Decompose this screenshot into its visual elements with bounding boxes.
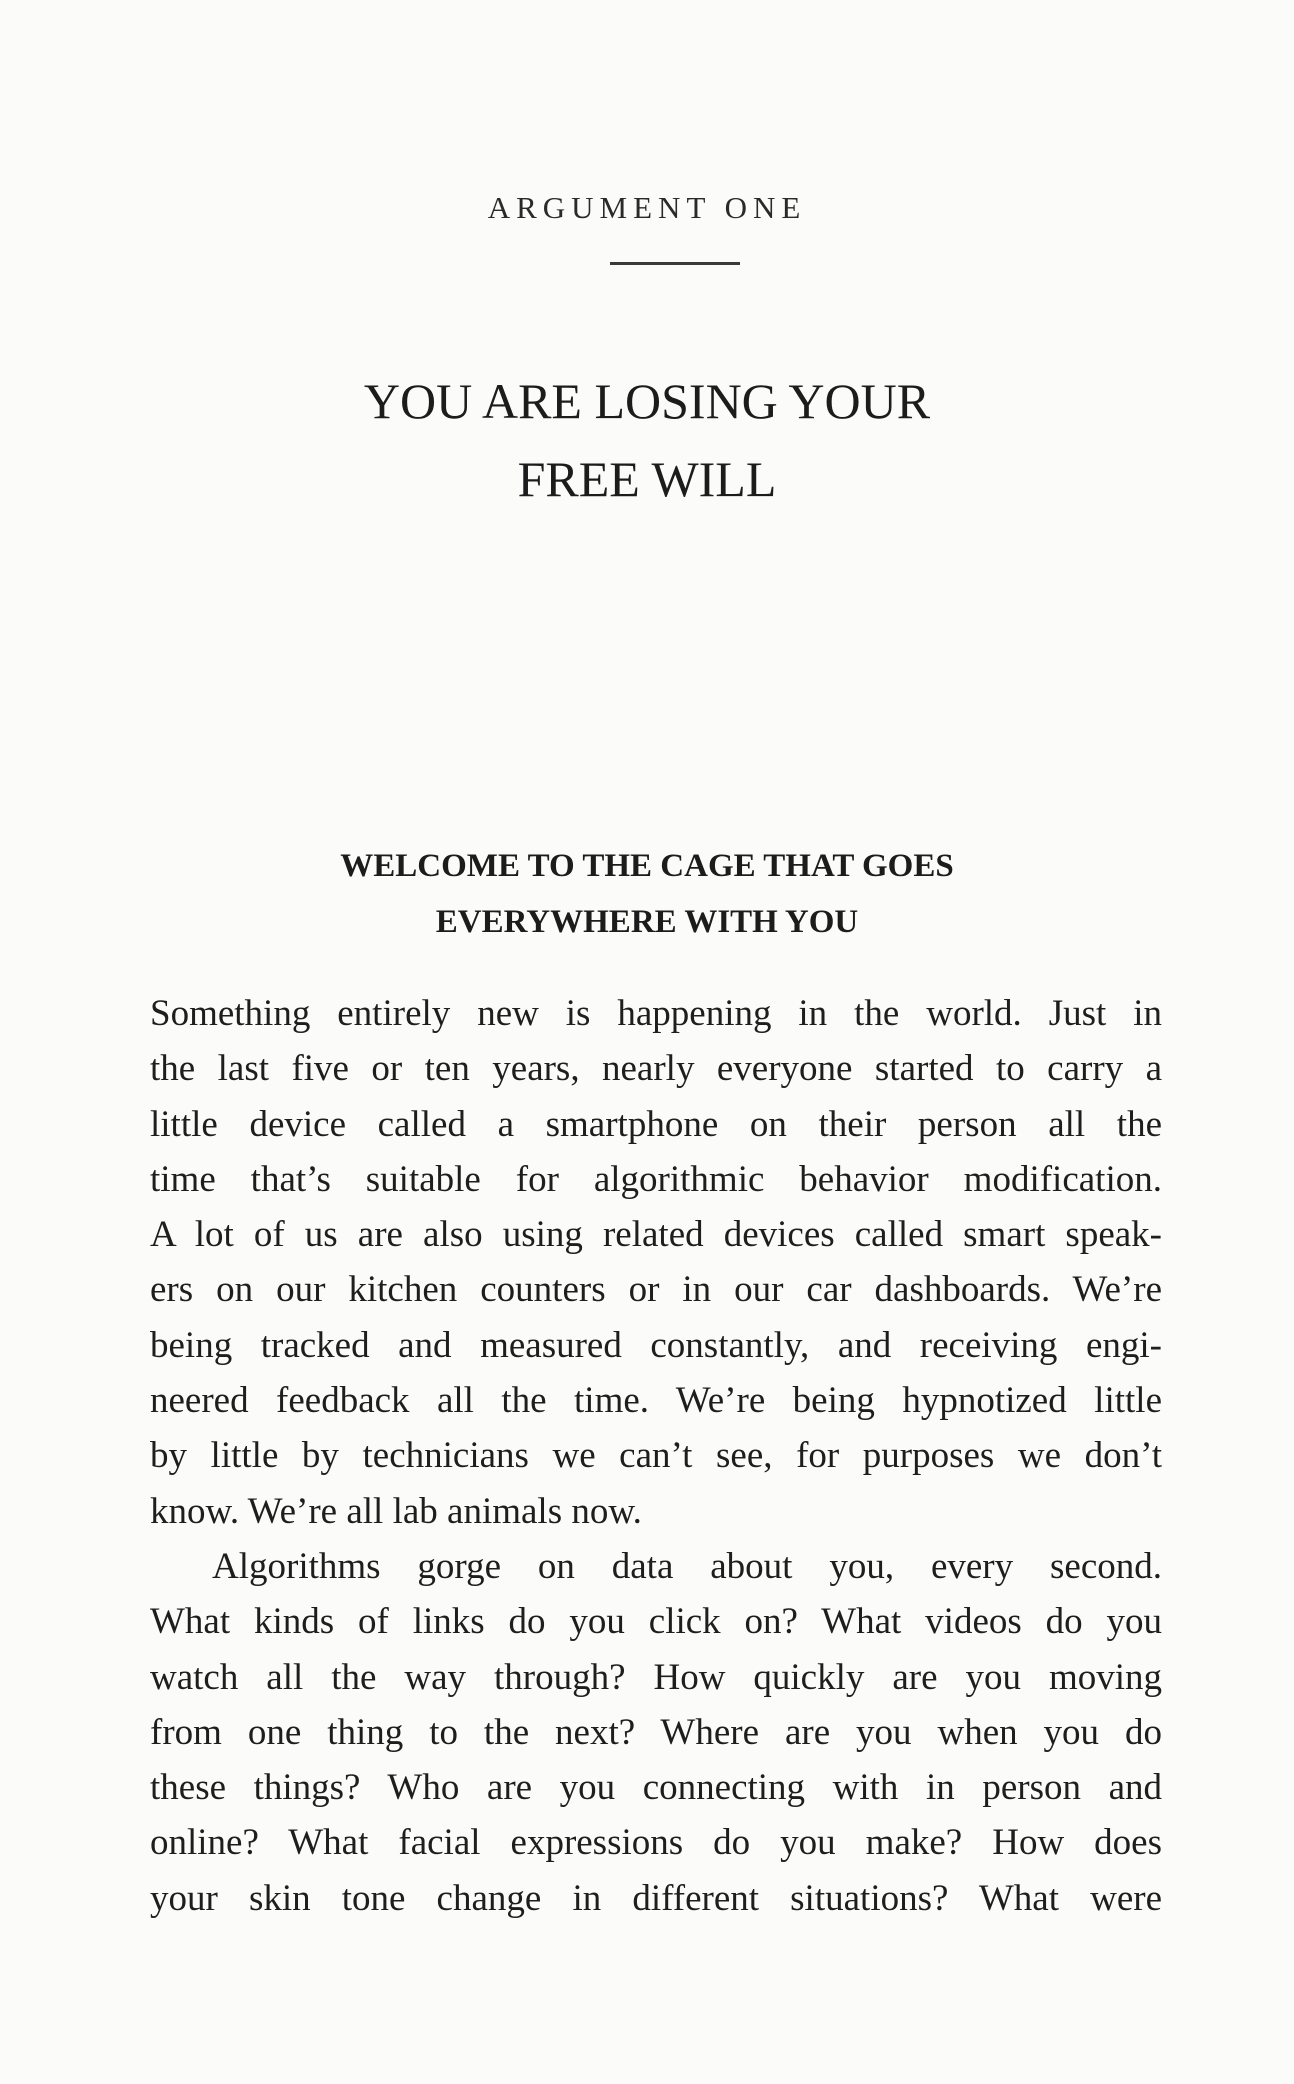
text-line: know. We’re all lab animals now.	[150, 1490, 642, 1532]
text-line: little device called a smartphone on their person all the	[150, 1103, 1162, 1145]
text-line: Algorithms gorge on data about you, every second.	[212, 1545, 1162, 1587]
text-line: ers on our kitchen counters or in our car dashboards. We’re	[150, 1269, 1162, 1311]
text-line: watch all the way through? How quickly are you moving	[150, 1656, 1162, 1698]
text-line: your skin tone change in different situations? What were	[150, 1877, 1162, 1919]
text-line: What kinds of links do you click on? What videos do you	[150, 1601, 1162, 1643]
text-line: neered feedback all the time. We’re being hypnotized little	[150, 1380, 1162, 1422]
section-heading	[0, 838, 1294, 950]
text-line: from one thing to the next? Where are you when you do	[150, 1711, 1162, 1753]
text-line: Something entirely new is happening in the world. Just in	[150, 993, 1162, 1034]
section-heading-line: EVERYWHERE WITH YOU	[435, 904, 859, 940]
text-line: these things? Who are you connecting with in person and	[150, 1767, 1162, 1809]
body-text	[150, 986, 1162, 1926]
chapter-label: ARGUMENT ONE	[487, 190, 807, 225]
chapter-title	[0, 362, 1294, 518]
chapter-title-line: FREE WILL	[517, 451, 777, 507]
text-line: time that’s suitable for algorithmic behavior modification.	[150, 1158, 1162, 1200]
title-divider	[610, 262, 740, 265]
chapter-title-line: YOU ARE LOSING YOUR	[363, 373, 931, 429]
text-line: A lot of us are also using related devices called smart speak-	[150, 1214, 1162, 1256]
section-heading-line: WELCOME TO THE CAGE THAT GOES	[340, 848, 954, 884]
text-line: the last five or ten years, nearly everyone started to carry a	[150, 1048, 1162, 1090]
text-line: by little by technicians we can’t see, for purposes we don’t	[150, 1435, 1162, 1477]
text-line: online? What facial expressions do you make? How does	[150, 1822, 1162, 1864]
text-line: being tracked and measured constantly, and receiving engi-	[150, 1324, 1162, 1366]
